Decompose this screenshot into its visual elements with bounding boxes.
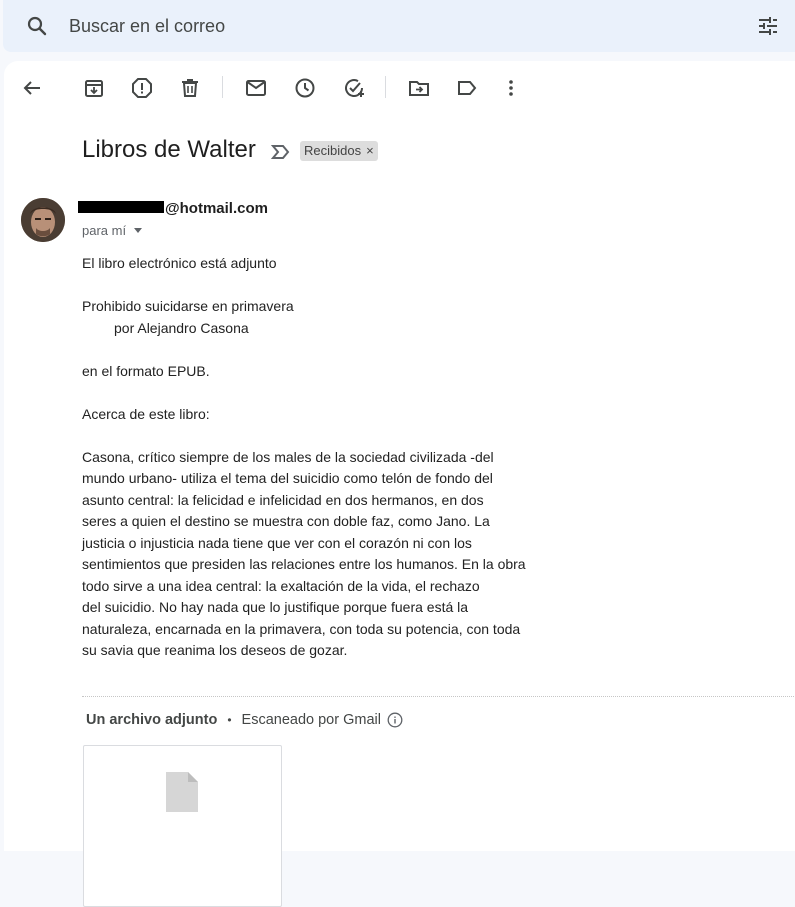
search-input[interactable]: Buscar en el correo — [69, 16, 226, 36]
attachment-count: Un archivo adjunto — [86, 712, 218, 728]
email-subject: Libros de Walter — [82, 136, 256, 163]
label-chip-text: Recibidos — [304, 143, 362, 158]
description-line: justicia o injusticia nada tiene que ver con el corazón ni con los — [82, 534, 472, 551]
sender-domain: @hotmail.com — [165, 200, 268, 217]
description-line: mundo urbano- utiliza el tema del suicidio como telón de fondo del — [82, 470, 493, 486]
move-to-icon[interactable] — [407, 76, 431, 100]
description-line: seres a quien el destino se muestra con doble faz, como Jano. La — [82, 513, 490, 529]
label-chip-inbox — [300, 141, 378, 161]
recipient-label: para mí — [82, 223, 127, 238]
attachment-card[interactable] — [83, 745, 282, 907]
back-arrow-icon[interactable] — [20, 76, 44, 100]
body-intro: El libro electrónico está adjunto — [82, 255, 277, 271]
description-line: sentimientos que presiden las relaciones entre los humanos. En la obra — [82, 556, 526, 572]
more-vert-icon[interactable] — [499, 76, 523, 100]
book-format: en el formato EPUB. — [82, 362, 210, 379]
description-line: Casona, crítico siempre de los males de la sociedad civilizada -del — [82, 448, 494, 465]
attachments-header — [86, 712, 403, 728]
email-body — [82, 253, 552, 662]
mail-icon[interactable] — [244, 76, 268, 100]
attachments-divider — [82, 696, 795, 697]
sender-email[interactable] — [78, 200, 268, 217]
book-title: Prohibido suicidarse en primavera — [82, 298, 294, 314]
report-spam-icon[interactable] — [130, 76, 154, 100]
remove-label-button[interactable]: × — [366, 143, 374, 158]
about-heading: Acerca de este libro: — [82, 405, 210, 422]
description-line: asunto central: la felicidad e infelicidad en dos hermanos, en dos — [82, 491, 484, 508]
avatar[interactable] — [21, 198, 65, 242]
search-options-icon[interactable] — [756, 14, 780, 38]
separator-dot: • — [227, 713, 232, 727]
redacted-block — [78, 201, 164, 213]
info-icon[interactable] — [387, 712, 403, 728]
description-line: su savia que reanima los deseos de gozar. — [82, 642, 348, 658]
file-icon — [164, 770, 200, 819]
archive-icon[interactable] — [82, 76, 106, 100]
trash-icon[interactable] — [178, 76, 202, 100]
description-line: del suicidio. No hay nada que lo justifique porque fuera está la — [82, 599, 469, 615]
add-task-icon[interactable] — [342, 76, 366, 100]
importance-marker-icon[interactable] — [270, 142, 290, 162]
clock-icon[interactable] — [293, 76, 317, 100]
scan-status: Escaneado por Gmail — [241, 712, 381, 728]
toolbar-divider — [385, 76, 386, 98]
recipient-details-toggle[interactable] — [82, 223, 142, 238]
book-author: por Alejandro Casona — [114, 319, 249, 336]
description-line: todo sirve a una idea central: la exaltación de la vida, el rechazo — [82, 577, 480, 594]
chevron-down-icon — [134, 228, 142, 233]
message-view — [4, 61, 795, 851]
label-icon[interactable] — [455, 76, 479, 100]
search-icon[interactable] — [25, 14, 49, 38]
description-line: naturaleza, encarnada en la primavera, con toda su potencia, con toda — [82, 620, 521, 637]
toolbar-divider — [222, 76, 223, 98]
search-bar[interactable] — [3, 0, 795, 52]
